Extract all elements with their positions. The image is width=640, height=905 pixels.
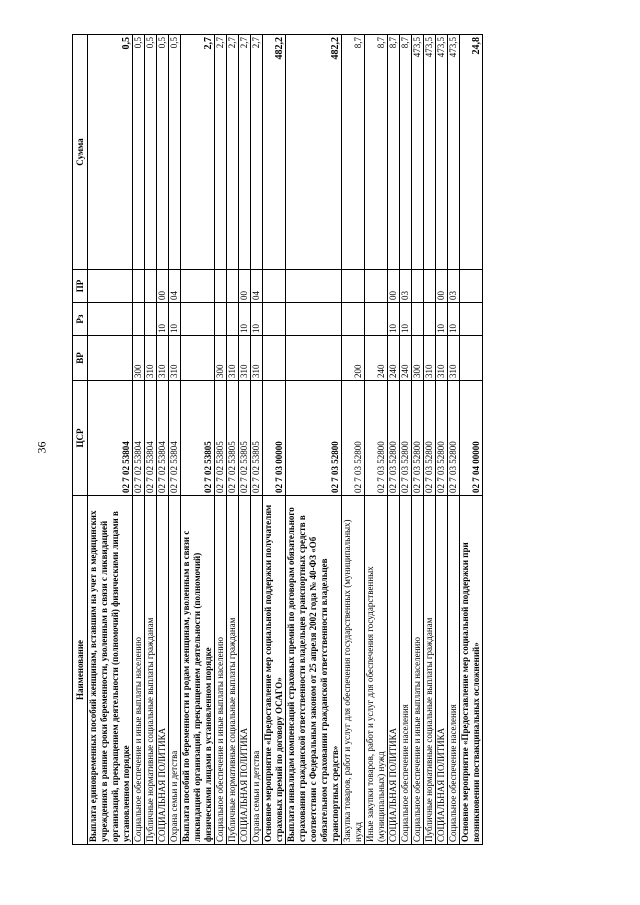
header-csr: ЦСР — [73, 381, 88, 496]
table-row — [286, 35, 342, 845]
header-vr: ВР — [73, 336, 88, 381]
cell-sum: 8,7 — [400, 35, 412, 270]
cell-sum: 0,5 — [88, 35, 133, 270]
cell-pr — [227, 270, 239, 303]
table-row — [400, 35, 412, 845]
table-row — [251, 35, 263, 845]
cell-rz — [342, 303, 365, 336]
cell-rz — [263, 303, 286, 336]
cell-pr — [88, 270, 133, 303]
cell-name: Публичные нормативные социальные выплаты гражданам — [424, 496, 436, 845]
cell-vr: 310 — [251, 336, 263, 381]
cell-vr — [286, 336, 342, 381]
cell-vr: 310 — [436, 336, 448, 381]
table-row — [424, 35, 436, 845]
cell-rz: 10 — [157, 303, 169, 336]
cell-csr: 02 7 02 53805 — [251, 381, 263, 496]
cell-csr: 02 7 02 53805 — [227, 381, 239, 496]
table-row — [88, 35, 133, 845]
cell-csr: 02 7 03 52800 — [436, 381, 448, 496]
cell-sum: 0,5 — [133, 35, 145, 270]
cell-sum: 0,5 — [157, 35, 169, 270]
cell-name: Основное мероприятие «Предоставление мер социальной поддержки при возникновении поствакцинальных осложнений» — [460, 496, 483, 845]
cell-vr: 310 — [424, 336, 436, 381]
cell-csr: 02 7 03 52800 — [286, 381, 342, 496]
table-row — [133, 35, 145, 845]
cell-name: Охрана семьи и детства — [169, 496, 181, 845]
page-number: 36 — [34, 441, 49, 454]
cell-vr: 310 — [448, 336, 460, 381]
cell-sum: 8,7 — [388, 35, 400, 270]
cell-vr: 310 — [157, 336, 169, 381]
cell-name: СОЦИАЛЬНАЯ ПОЛИТИКА — [157, 496, 169, 845]
cell-pr — [412, 270, 424, 303]
cell-vr: 310 — [227, 336, 239, 381]
cell-pr: 04 — [169, 270, 181, 303]
cell-name: Выплата единовременных пособий женщинам, вставшим на учет в медицинских учреждениях в ранние сроки беременности, уволенным в связи с ликвидацией организаций, прекращением деятельности (полномочий) физическими лицами в установленном порядке — [88, 496, 133, 845]
cell-pr: 00 — [436, 270, 448, 303]
cell-sum: 8,7 — [342, 35, 365, 270]
cell-vr — [263, 336, 286, 381]
table-row — [365, 35, 388, 845]
table-row — [169, 35, 181, 845]
cell-vr: 300 — [133, 336, 145, 381]
cell-pr: 04 — [251, 270, 263, 303]
cell-sum: 24,8 — [460, 35, 483, 270]
cell-csr: 02 7 02 53804 — [157, 381, 169, 496]
cell-sum: 0,5 — [145, 35, 157, 270]
cell-name: СОЦИАЛЬНАЯ ПОЛИТИКА — [436, 496, 448, 845]
cell-sum: 473,5 — [424, 35, 436, 270]
cell-vr: 310 — [169, 336, 181, 381]
cell-rz: 10 — [251, 303, 263, 336]
cell-csr: 02 7 03 52800 — [412, 381, 424, 496]
cell-pr — [460, 270, 483, 303]
table-row — [215, 35, 227, 845]
cell-name: Социальное обеспечение населения — [400, 496, 412, 845]
cell-pr — [145, 270, 157, 303]
cell-vr: 300 — [215, 336, 227, 381]
table-body — [88, 35, 483, 845]
cell-rz — [215, 303, 227, 336]
cell-csr: 02 7 02 53804 — [145, 381, 157, 496]
cell-csr: 02 7 03 52800 — [400, 381, 412, 496]
cell-sum: 2,7 — [251, 35, 263, 270]
header-name: Наименование — [73, 496, 88, 845]
table-row — [436, 35, 448, 845]
table-row — [181, 35, 215, 845]
cell-name: Социальное обеспечение и иные выплаты населению — [412, 496, 424, 845]
cell-csr: 02 7 02 53804 — [88, 381, 133, 496]
cell-vr — [88, 336, 133, 381]
cell-name: Основное мероприятие «Предоставление мер социальной поддержки получателям страховых премий по договору ОСАГО» — [263, 496, 286, 845]
cell-sum: 2,7 — [181, 35, 215, 270]
table-row — [239, 35, 251, 845]
cell-vr: 240 — [365, 336, 388, 381]
cell-rz: 10 — [448, 303, 460, 336]
cell-csr: 02 7 02 53804 — [169, 381, 181, 496]
cell-pr — [424, 270, 436, 303]
table-row — [157, 35, 169, 845]
cell-rz — [133, 303, 145, 336]
cell-csr: 02 7 03 52800 — [424, 381, 436, 496]
cell-rz — [145, 303, 157, 336]
header-rz: Рз — [73, 303, 88, 336]
table-row — [448, 35, 460, 845]
cell-sum: 0,5 — [169, 35, 181, 270]
cell-name: Выплата пособий по беременности и родам женщинам, уволенным в связи с ликвидацией организаций, прекращением деятельности (полномочий) физическими лицами в установленном порядке — [181, 496, 215, 845]
cell-name: Социальное обеспечение и иные выплаты населению — [133, 496, 145, 845]
cell-vr: 240 — [388, 336, 400, 381]
header-sum: Сумма — [73, 35, 88, 270]
cell-sum: 482,2 — [286, 35, 342, 270]
cell-vr: 200 — [342, 336, 365, 381]
cell-pr: 03 — [448, 270, 460, 303]
cell-csr: 02 7 02 53804 — [133, 381, 145, 496]
cell-pr: 00 — [239, 270, 251, 303]
cell-vr: 310 — [239, 336, 251, 381]
table-row — [145, 35, 157, 845]
cell-pr — [181, 270, 215, 303]
cell-vr: 240 — [400, 336, 412, 381]
cell-rz — [181, 303, 215, 336]
cell-name: Иные закупки товаров, работ и услуг для обеспечения государственных (муниципальных) нужд — [365, 496, 388, 845]
table-row — [227, 35, 239, 845]
cell-pr: 03 — [400, 270, 412, 303]
table-row — [388, 35, 400, 845]
table-row — [412, 35, 424, 845]
cell-name: Публичные нормативные социальные выплаты гражданам — [227, 496, 239, 845]
table-header-row — [73, 35, 88, 845]
cell-name: Публичные нормативные социальные выплаты гражданам — [145, 496, 157, 845]
cell-rz — [365, 303, 388, 336]
table-row — [460, 35, 483, 845]
cell-pr — [215, 270, 227, 303]
cell-rz: 10 — [388, 303, 400, 336]
header-pr: ПР — [73, 270, 88, 303]
cell-sum: 482,2 — [263, 35, 286, 270]
cell-rz: 10 — [436, 303, 448, 336]
cell-rz: 10 — [239, 303, 251, 336]
cell-rz: 10 — [169, 303, 181, 336]
cell-name: Выплата инвалидам компенсаций страховых премий по договорам обязательного страхования гражданской ответственности владельцев транспортных средств в соответствии с Федеральным законом от 25 апреля 2002 года № 40-ФЗ «Об обязательном страховании гражданской ответственности владельцев транспортных средств» — [286, 496, 342, 845]
cell-rz: 10 — [400, 303, 412, 336]
cell-name: СОЦИАЛЬНАЯ ПОЛИТИКА — [239, 496, 251, 845]
cell-sum: 8,7 — [365, 35, 388, 270]
cell-csr: 02 7 02 53805 — [181, 381, 215, 496]
cell-pr — [286, 270, 342, 303]
cell-csr: 02 7 04 00000 — [460, 381, 483, 496]
cell-name: СОЦИАЛЬНАЯ ПОЛИТИКА — [388, 496, 400, 845]
table-row — [263, 35, 286, 845]
cell-name: Социальное обеспечение и иные выплаты населению — [215, 496, 227, 845]
cell-csr: 02 7 03 52800 — [388, 381, 400, 496]
cell-sum: 2,7 — [215, 35, 227, 270]
cell-pr — [133, 270, 145, 303]
cell-pr: 00 — [157, 270, 169, 303]
table-row — [342, 35, 365, 845]
cell-pr — [365, 270, 388, 303]
cell-vr: 300 — [412, 336, 424, 381]
cell-name: Социальное обеспечение населения — [448, 496, 460, 845]
cell-vr: 310 — [145, 336, 157, 381]
cell-rz — [88, 303, 133, 336]
cell-sum: 2,7 — [239, 35, 251, 270]
cell-rz — [460, 303, 483, 336]
cell-vr — [181, 336, 215, 381]
cell-name: Охрана семьи и детства — [251, 496, 263, 845]
cell-csr: 02 7 03 52800 — [342, 381, 365, 496]
cell-pr — [263, 270, 286, 303]
cell-sum: 2,7 — [227, 35, 239, 270]
cell-sum: 473,5 — [412, 35, 424, 270]
cell-rz — [412, 303, 424, 336]
cell-sum: 473,5 — [448, 35, 460, 270]
budget-table — [72, 34, 483, 845]
cell-rz — [227, 303, 239, 336]
cell-rz — [286, 303, 342, 336]
cell-rz — [424, 303, 436, 336]
cell-csr: 02 7 03 00000 — [263, 381, 286, 496]
cell-pr — [342, 270, 365, 303]
cell-pr: 00 — [388, 270, 400, 303]
cell-vr — [460, 336, 483, 381]
cell-csr: 02 7 02 53805 — [239, 381, 251, 496]
cell-csr: 02 7 03 52800 — [365, 381, 388, 496]
cell-name: Закупка товаров, работ и услуг для обеспечения государственных (муниципальных) нужд — [342, 496, 365, 845]
cell-sum: 473,5 — [436, 35, 448, 270]
cell-csr: 02 7 03 52800 — [448, 381, 460, 496]
cell-csr: 02 7 02 53805 — [215, 381, 227, 496]
